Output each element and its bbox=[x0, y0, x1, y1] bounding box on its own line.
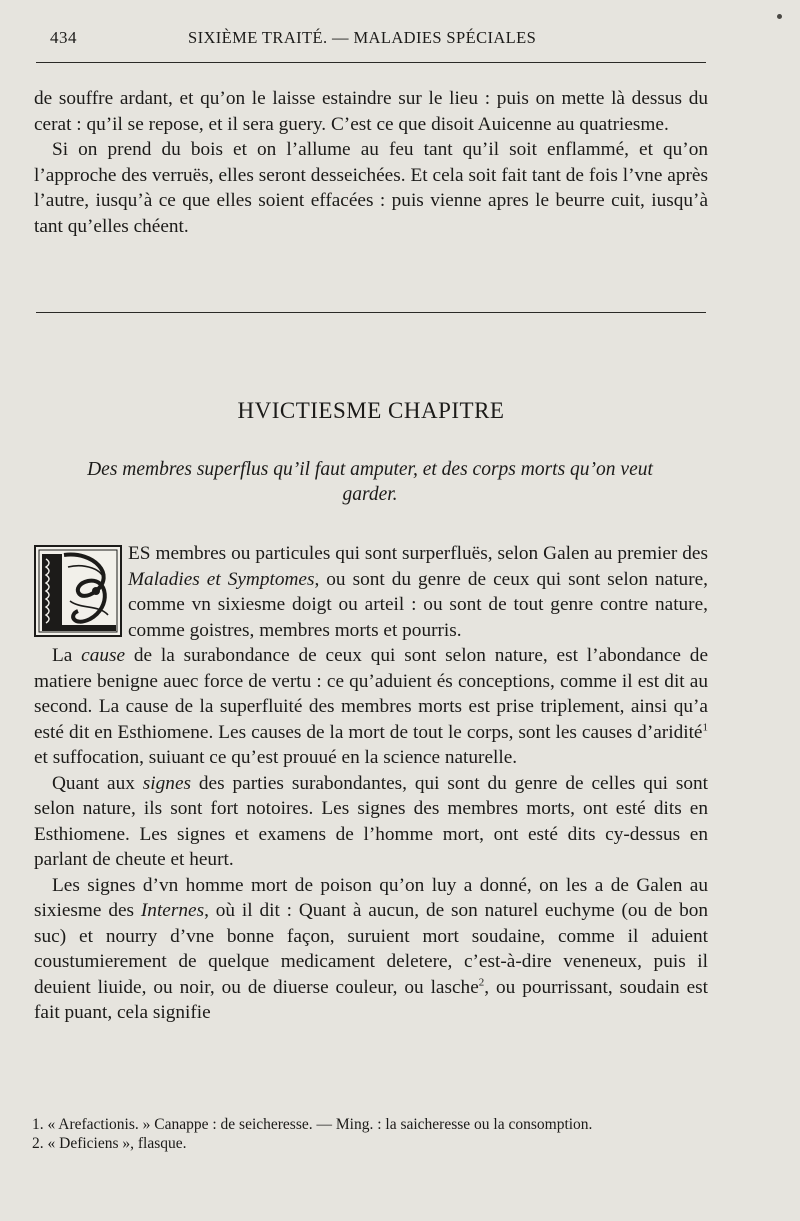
chapter-body bbox=[34, 541, 708, 1026]
work-title: Internes bbox=[140, 900, 205, 921]
paragraph: Si on prend du bois et on l’allume au feu tant qu’il soit enflammé, et qu’on l’approche des verruës, elles seront desseichées. Et cela soit fait tant de fois l’vne après l’autre, iusqu’à ce que elles soient effacées : puis vienne apres le beurre cuit, iusqu’à tant qu’elles chéent. bbox=[34, 139, 708, 237]
paragraph bbox=[34, 873, 708, 1026]
text-run: La bbox=[52, 645, 82, 666]
section-rule bbox=[36, 312, 706, 313]
running-title: SIXIÈME TRAITÉ. — MALADIES SPÉCIALES bbox=[188, 28, 537, 47]
text-run: , ou sont du genre de ceux qui sont selon nature, comme vn sixiesme doigt ou arteil : ou sont de tout genre contre nature, comme goistres, membres morts et pourris. bbox=[128, 568, 708, 641]
footnote: 1. « Arefactionis. » Canappe : de seicheresse. — Ming. : la saicheresse ou la consomption. bbox=[32, 1116, 593, 1133]
footnotes bbox=[30, 1116, 710, 1153]
text-run: , où il dit : Quant à aucun, de son naturel euchyme (ou de bon suc) et nourry d’vne bonne façon, suruient mort soudaine, comme il aduient coustumierement de quelque medicament deletere, c’est-à-dire veneneux, puis il deuient liuide, ou noir, ou de diuerse couleur, ou lasche bbox=[34, 900, 708, 998]
text-run: , ou pourrissant, soudain est fait puant, cela signifie bbox=[34, 976, 708, 1023]
text-run: ES membres ou particules qui sont surperfluës, selon Galen au premier des bbox=[128, 543, 708, 564]
italic-term: signes bbox=[142, 772, 191, 794]
opening-paragraph bbox=[34, 541, 708, 643]
paragraph bbox=[34, 643, 708, 771]
text-run: Les signes d’vn homme mort de poison qu’on luy a donné, on les a de Galen au sixiesme des bbox=[34, 874, 708, 921]
paragraph: de souffre ardant, et qu’on le laisse estaindre sur le lieu : puis on mette là dessus du cerat : qu’il se repose, et il sera guery. C’est ce que disoit Auicenne au quatriesme. bbox=[34, 88, 708, 135]
header-rule bbox=[36, 62, 706, 63]
footnote-ref[interactable]: 1 bbox=[702, 721, 708, 734]
chapter-title: HVICTIESME CHAPITRE bbox=[237, 398, 505, 423]
page-number: 434 bbox=[50, 28, 77, 47]
ornamental-dropcap bbox=[34, 545, 122, 637]
text-run: et suffocation, suiuant ce qu’est prouué en la science naturelle. bbox=[34, 747, 518, 768]
page-header bbox=[36, 28, 706, 54]
italic-term: cause bbox=[81, 645, 126, 666]
text-run: Quant aux bbox=[52, 772, 143, 794]
chapter-subtitle: Des membres superflus qu’il faut amputer, et des corps morts qu’on veut garder. bbox=[87, 459, 653, 505]
work-title: Maladies et Symptomes bbox=[128, 568, 315, 590]
footnote: 2. « Deficiens », flasque. bbox=[32, 1134, 187, 1152]
text-run: de la surabondance de ceux qui sont selon nature, est l’abondance de matiere benigne auec force de vertu : ce qu’aduient és conceptions, comme il est dit au second. La cause de la superfluité des membres morts est prise triplement, ainsi qu’a esté dit en Esthiomene. Les causes de la mort de tout le corps, sont les causes d’aridité bbox=[34, 645, 709, 743]
paragraph bbox=[34, 771, 708, 873]
continued-text bbox=[34, 86, 708, 239]
text-run: des parties surabondantes, qui sont du genre de celles qui sont selon nature, ils sont fort notoires. Les signes des membres morts, ont esté dits en Esthiomene. Les signes et examens de l’homme mort, ont esté dits cy-dessus en parlant de cheute et heurt. bbox=[34, 772, 708, 870]
footnote-ref[interactable]: 2 bbox=[478, 976, 485, 989]
ink-speck bbox=[777, 14, 782, 19]
dropcap-ornament-icon bbox=[34, 545, 122, 637]
